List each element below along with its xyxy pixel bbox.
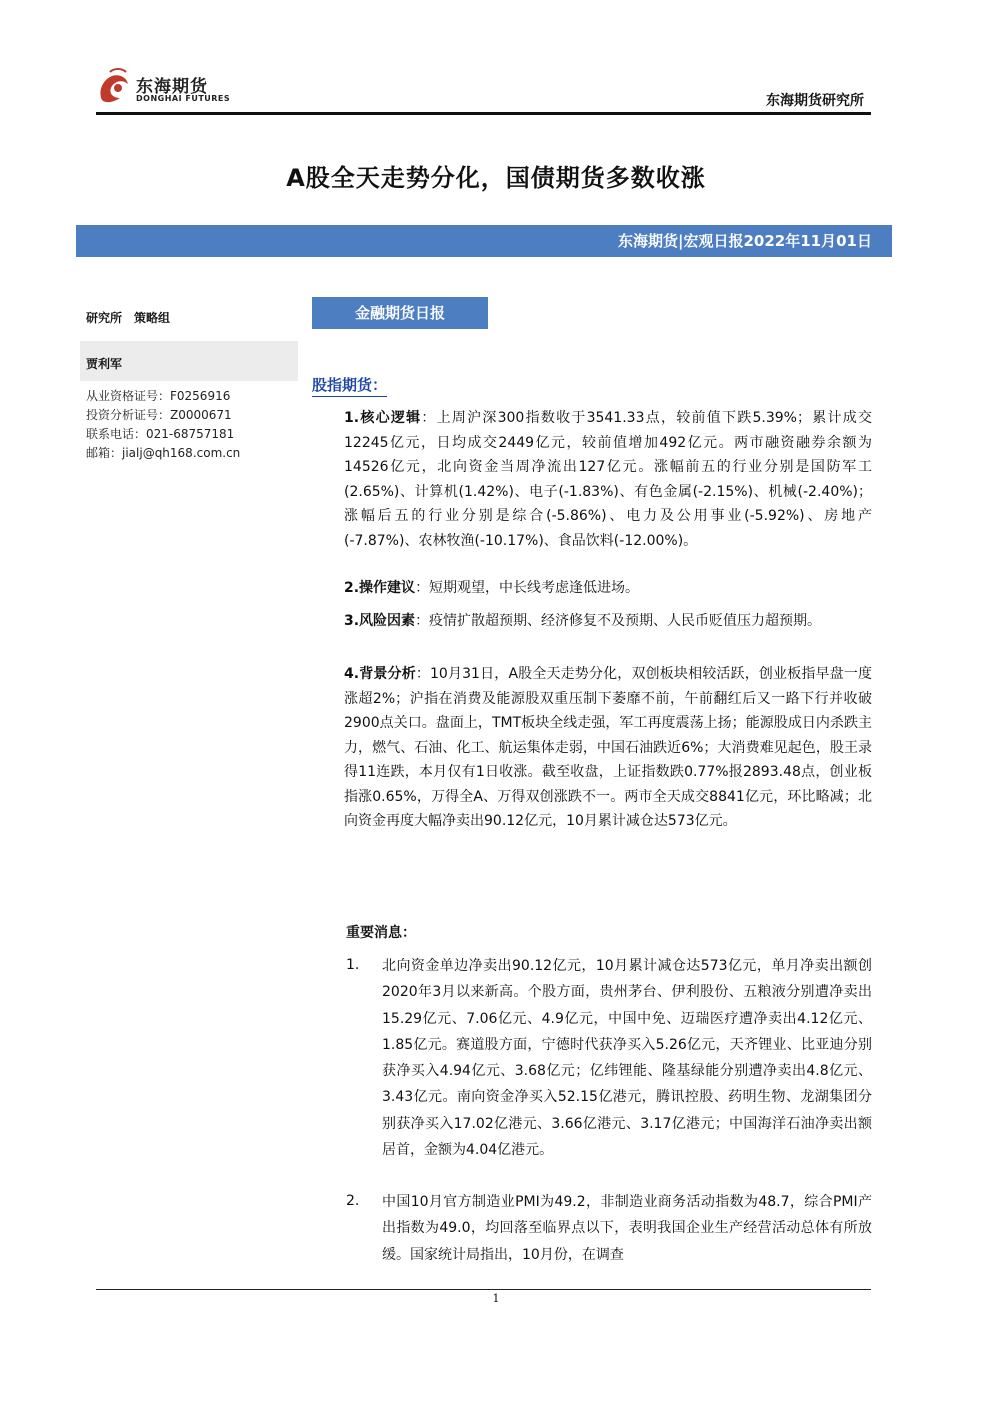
header-divider <box>96 112 871 115</box>
page-title: A股全天走势分化，国债期货多数收涨 <box>286 164 706 192</box>
author-name: 贾利军 <box>86 357 123 371</box>
institute-name: 东海期货研究所 <box>766 93 864 109</box>
point-operation-advice <box>344 576 872 601</box>
contact-email[interactable]: 邮箱：jialj@qh168.com.cn <box>86 446 241 460</box>
dragon-logo-icon <box>96 66 132 106</box>
point-label: 1.核心逻辑 <box>344 410 422 426</box>
point-text: ：疫情扩散超预期、经济修复不及预期、人民币贬值压力超预期。 <box>415 613 822 629</box>
news-item: 北向资金单边净卖出90.12亿元，10月累计减仓达573亿元，单月净卖出额创2020年3月以来新高。个股方面，贵州茅台、伊利股份、五粮液分别遭净卖出15.29亿元、7.06亿元、4.9亿元，中国中免、迈瑞医疗遭净卖出4.12亿元、1.85亿元。赛道股方面，宁德时代获净买入5.26亿元，天齐锂业、比亚迪分别获净买入4.94亿元、3.68亿元；亿纬锂能、隆基绿能分别遭净卖出4.8亿元、3.43亿元。南向资金净买入52.15亿港元，腾讯控股、药明生物、龙湖集团分别获净买入17.02亿港元、3.66亿港元、3.17亿港元；中国海洋石油净卖出额居首，金额为4.04亿港元。 <box>382 958 872 1159</box>
important-news-heading: 重要消息： <box>346 925 416 941</box>
logo-chinese-name: 东海期货 <box>136 77 208 97</box>
point-label: 4.背景分析 <box>344 666 416 682</box>
page-number: 1 <box>492 1292 500 1305</box>
news-item-number: 1. <box>346 957 360 973</box>
point-text: ：短期观望，中长线考虑逢低进场。 <box>415 580 640 596</box>
analyst-number: 投资分析证号：Z0000671 <box>86 408 232 422</box>
logo-english-name: DONGHAI FUTURES <box>136 94 231 103</box>
point-label: 3.风险因素 <box>344 613 416 629</box>
department-label: 研究所 策略组 <box>86 311 171 325</box>
point-background-analysis <box>344 662 872 834</box>
point-risk-factors <box>344 609 872 634</box>
section-label: 金融期货日报 <box>312 297 488 329</box>
news-item: 中国10月官方制造业PMI为49.2，非制造业商务活动指数为48.7，综合PMI产出指数为49.0，均回落至临界点以下，表明我国企业生产经营活动总体有所放缓。国家统计局指出，10月份，在调查 <box>382 1194 872 1263</box>
report-date-bar: 东海期货|宏观日报2022年11月01日 <box>76 225 892 257</box>
stock-index-futures-heading: 股指期货： <box>312 374 387 397</box>
news-item-number: 2. <box>346 1193 360 1209</box>
qualification-number: 从业资格证号：F0256916 <box>86 389 231 403</box>
point-text: ：上周沪深300指数收于3541.33点，较前值下跌5.39%；累计成交12245亿元，日均成交2449亿元，较前值增加492亿元。两市融资融券余额为14526亿元，北向资金当周净流出127亿元。涨幅前五的行业分别是国防军工(2.65%)、计算机(1.42%)、电子(-1.83%)、有色金属(-2.15%)、机械(-2.40%)；涨幅后五的行业分别是综合(-5.86%)、电力及公用事业(-5.92%)、房地产(-7.87%)、农林牧渔(-10.17%)、食品饮料(-12.00%)。 <box>344 410 872 549</box>
company-logo <box>96 66 236 112</box>
contact-phone: 联系电话：021-68757181 <box>86 427 235 441</box>
footer-divider <box>96 1289 871 1290</box>
point-core-logic <box>344 406 872 553</box>
point-label: 2.操作建议 <box>344 580 416 596</box>
point-text: ：10月31日，A股全天走势分化，双创板块相较活跃，创业板指早盘一度涨超2%；沪指在消费及能源股双重压制下萎靡不前，午前翻红后又一路下行并收破2900点关口。盘面上，TMT板块全线走强，军工再度震荡上扬；能源股成日内杀跌主力，燃气、石油、化工、航运集体走弱，中国石油跌近6%；大消费难见起色，股王录得11连跌，本月仅有1日收涨。截至收盘，上证指数跌0.77%报2893.48点，创业板指涨0.65%，万得全A、万得双创涨跌不一。两市全天成交8841亿元，环比略减；北向资金再度大幅净卖出90.12亿元，10月累计减仓达573亿元。 <box>344 666 872 829</box>
